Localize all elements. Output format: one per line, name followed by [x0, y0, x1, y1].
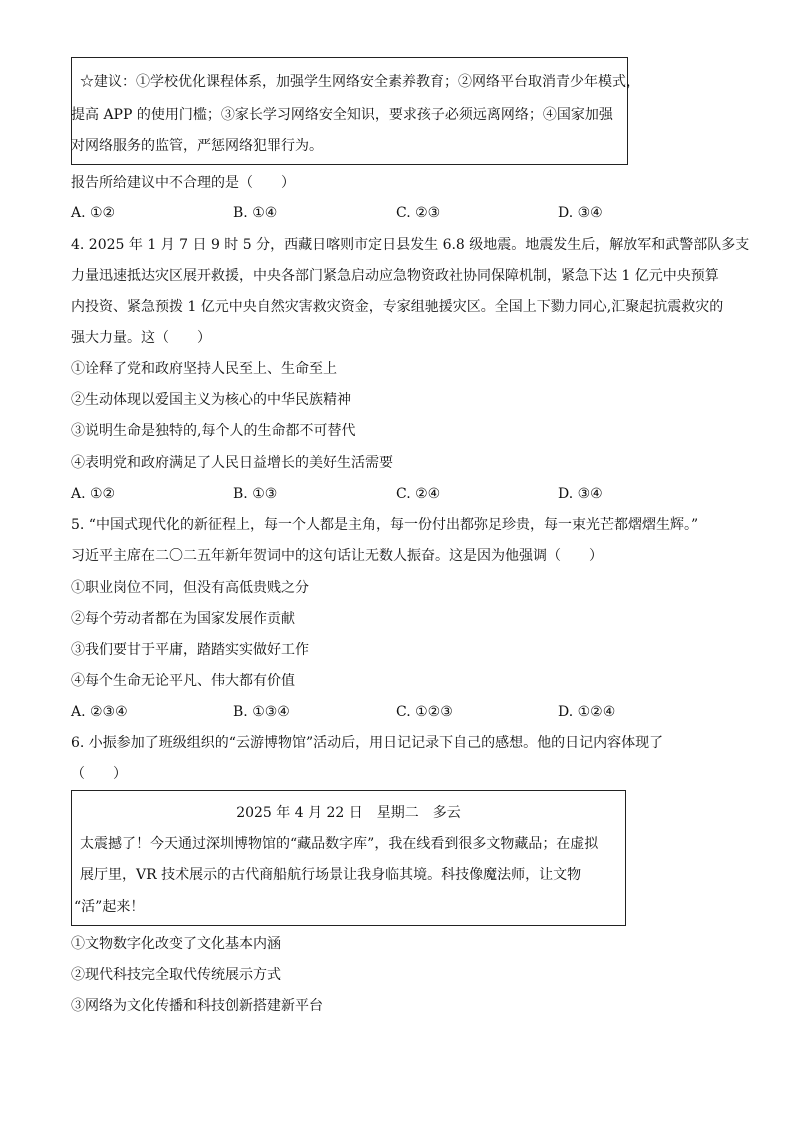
q4-statement: ①诠释了党和政府坚持人民至上、生命至上 — [71, 361, 337, 377]
diary-line: “活”起来！ — [74, 899, 145, 915]
q4-option-d: D. ③④ — [558, 486, 603, 502]
question-6-line: （ ） — [71, 766, 127, 782]
q3-option-d: D. ③④ — [558, 205, 603, 221]
diary-box — [71, 790, 626, 926]
question-4-line: 力量迅速抵达灾区展开救援，中央各部门紧急启动应急物资政社协同保障机制，紧急下达 1 亿元中央预算 — [71, 268, 719, 284]
question-4-line: 4. 2025 年 1 月 7 日 9 时 5 分，西藏日喀则市定日县发生 6.8 级地震。地震发生后，解放军和武警部队多支 — [71, 237, 750, 253]
q4-option-b: B. ①③ — [233, 486, 278, 502]
diary-title: 2025 年 4 月 22 日 星期二 多云 — [236, 805, 461, 821]
diary-line: 太震撼了！今天通过深圳博物馆的“藏品数字库”，我在线看到很多文物藏品；在虚拟 — [80, 836, 599, 852]
question-3-stem: 报告所给建议中不合理的是（ ） — [71, 175, 295, 191]
q5-option-d: D. ①②④ — [558, 704, 616, 720]
suggestion-line: ☆建议：①学校优化课程体系，加强学生网络安全素养教育；②网络平台取消青少年模式， — [80, 74, 640, 90]
q3-option-b: B. ①④ — [233, 205, 278, 221]
suggestion-line: 提高 APP 的使用门槛；③家长学习网络安全知识，要求孩子必须远离网络；④国家加强 — [71, 107, 613, 123]
q6-statement: ③网络为文化传播和科技创新搭建新平台 — [71, 998, 323, 1014]
question-4-line: 强大力量。这（ ） — [71, 330, 211, 346]
question-4-line: 内投资、紧急预拨 1 亿元中央自然灾害救灾资金，专家组驰援灾区。全国上下勠力同心,汇聚起抗震救灾的 — [71, 299, 724, 315]
question-5-line: 习近平主席在二〇二五年新年贺词中的这句话让无数人振奋。这是因为他强调（ ） — [71, 548, 603, 564]
q5-statement: ②每个劳动者都在为国家发展作贡献 — [71, 611, 295, 627]
q6-statement: ②现代科技完全取代传统展示方式 — [71, 967, 281, 983]
q6-statement: ①文物数字化改变了文化基本内涵 — [71, 936, 281, 952]
q5-option-c: C. ①②③ — [396, 704, 453, 720]
q4-option-a: A. ①② — [71, 486, 116, 502]
q5-option-a: A. ②③④ — [71, 704, 128, 720]
q5-statement: ④每个生命无论平凡、伟大都有价值 — [71, 673, 295, 689]
q3-option-a: A. ①② — [71, 205, 116, 221]
question-5-line: 5. “中国式现代化的新征程上，每一个人都是主角，每一份付出都弥足珍贵，每一束光芒都熠熠生辉。” — [71, 517, 699, 533]
q5-statement: ③我们要甘于平庸，踏踏实实做好工作 — [71, 642, 309, 658]
q4-statement: ③说明生命是独特的,每个人的生命都不可替代 — [71, 423, 356, 439]
suggestion-line: 对网络服务的监管，严惩网络犯罪行为。 — [71, 138, 323, 154]
q5-statement: ①职业岗位不同，但没有高低贵贱之分 — [71, 580, 309, 596]
q4-option-c: C. ②④ — [396, 486, 441, 502]
question-6-line: 6. 小振参加了班级组织的“云游博物馆”活动后，用日记记录下自己的感想。他的日记内容体现了 — [71, 735, 664, 751]
q3-option-c: C. ②③ — [396, 205, 441, 221]
q5-option-b: B. ①③④ — [233, 704, 290, 720]
q4-statement: ④表明党和政府满足了人民日益增长的美好生活需要 — [71, 455, 393, 471]
suggestion-box — [71, 57, 640, 165]
q4-statement: ②生动体现以爱国主义为核心的中华民族精神 — [71, 392, 351, 408]
diary-line: 展厅里，VR 技术展示的古代商船航行场景让我身临其境。科技像魔法师，让文物 — [80, 867, 582, 883]
